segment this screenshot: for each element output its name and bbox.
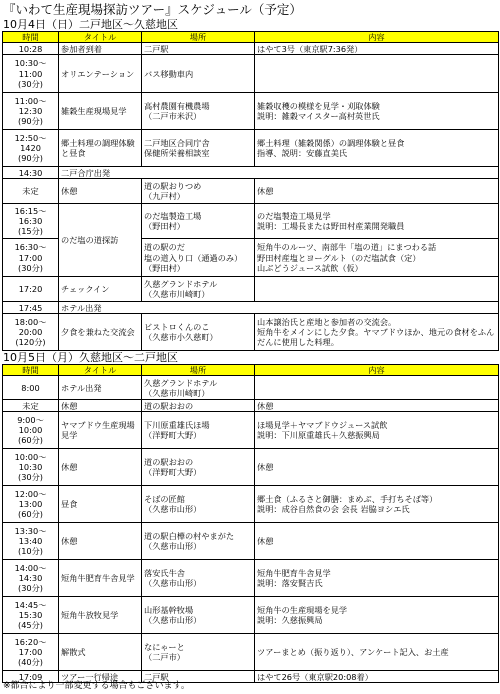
title-cell: 郷土料理の調理体験と昼食 [59, 130, 142, 167]
table-row [3, 376, 499, 400]
place-cell: 道の駅のだ 塩の道入り口（通過のみ） （野田村） [142, 239, 255, 277]
time-cell: 13:30～ 13:40 (10分) [3, 523, 59, 560]
title-cell: 休憩 [59, 400, 142, 412]
title-cell: ヤマブドウ生産現場見学 [59, 412, 142, 449]
title-cell: 休憩 [59, 523, 142, 560]
place-cell: 山形基幹牧場 （久慈市山形） [142, 597, 255, 634]
place-cell: 道の駅おおの （洋野町大野） [142, 449, 255, 486]
time-cell: 9:00～ 10:00 (60分) [3, 412, 59, 449]
content-cell: 短角牛のルーツ、南部牛「塩の道」にまつわる話 野田村産塩とヨーグルト（のだ塩試食（定） 山ぶどうジュース試飲（仮） [255, 239, 499, 277]
title-cell: 雑穀生産現場見学 [59, 93, 142, 130]
title-cell: のだ塩の道探訪 [59, 204, 142, 277]
time-cell: 17:20 [3, 277, 59, 302]
time-cell: 未定 [3, 179, 59, 204]
place-cell: ビストロくんのこ （久慈市小久慈町） [142, 314, 255, 351]
table-row [3, 449, 499, 486]
table-row [3, 179, 499, 204]
title-cell: ホテル出発 [59, 376, 142, 400]
place-cell: 二戸地区合同庁舎 保健所栄養相談室 [142, 130, 255, 167]
time-cell: 14:00～ 14:30 (30分) [3, 560, 59, 597]
place-cell: 二戸駅 [142, 43, 255, 55]
table-header-row [3, 32, 499, 43]
title-cell: チェックイン [59, 277, 142, 302]
content-cell [255, 55, 499, 93]
table-row [3, 634, 499, 671]
content-cell: 雑穀収穫の模様を見学・刈取体験 説明：雑穀マイスター高村英世氏 [255, 93, 499, 130]
place-cell: バス移動車内 [142, 55, 255, 93]
content-cell [255, 376, 499, 400]
day2-label: 10月5日（月）久慈地区～二戸地区 [3, 351, 178, 364]
title-cell: ツアー一行帰途 [59, 671, 142, 683]
title-cell: 休憩 [59, 179, 142, 204]
content-cell: はやて26号（東京駅20:08着） [255, 671, 499, 683]
day2-schedule-table [2, 364, 499, 683]
title-cell: 休憩 [59, 449, 142, 486]
time-cell: 16:20～ 17:00 (40分) [3, 634, 59, 671]
content-cell: 短角牛肥育牛舎見学 説明：落安賢吉氏 [255, 560, 499, 597]
table-row [3, 302, 499, 314]
time-cell: 12:00～ 13:00 (60分) [3, 486, 59, 523]
title-cell: 短角牛肥育牛舎見学 [59, 560, 142, 597]
table-row [3, 93, 499, 130]
title-cell: 昼食 [59, 486, 142, 523]
time-cell: 10:30～ 11:00 (30分) [3, 55, 59, 93]
time-cell: 18:00～ 20:00 (120分) [3, 314, 59, 351]
time-cell: 10:00～ 10:30 (30分) [3, 449, 59, 486]
page-title: 『いわて生産現場探訪ツアー』スケジュール（予定） [3, 2, 302, 17]
table-row [3, 55, 499, 93]
title-cell: 解散式 [59, 634, 142, 671]
title-cell: ホテル出発 [59, 302, 499, 314]
table-row [3, 167, 499, 179]
time-cell: 未定 [3, 400, 59, 412]
table-header-row [3, 365, 499, 376]
table-row [3, 400, 499, 412]
place-cell: 道の駅おおの [142, 400, 255, 412]
place-cell: 高村農園有機農場 （二戸市米沢） [142, 93, 255, 130]
header-place: 場所 [142, 32, 255, 43]
table-row [3, 314, 499, 351]
place-cell: 道の駅白樺の村やまがた （久慈市山形） [142, 523, 255, 560]
table-row [3, 204, 499, 239]
table-row [3, 277, 499, 302]
place-cell: 久慈グランドホテル （久慈市川崎町） [142, 277, 255, 302]
header-content: 内容 [255, 32, 499, 43]
table-row [3, 560, 499, 597]
table-row [3, 597, 499, 634]
content-cell: 郷土料理（雑穀関係）の調理体験と昼食 指導、説明：安藤直美氏 [255, 130, 499, 167]
table-row [3, 43, 499, 55]
day1-schedule-table [2, 31, 499, 351]
time-cell: 17:09 [3, 671, 59, 683]
header-time: 時間 [3, 365, 59, 376]
time-cell: 14:45～ 15:30 (45分) [3, 597, 59, 634]
place-cell: 道の駅おりつめ （九戸村） [142, 179, 255, 204]
header-content: 内容 [255, 365, 499, 376]
content-cell: 郷土食（ふるさと御膳：まめぶ、手打ちそば等） 説明：成谷自然食の会 会長 岩脇ヨシエ氏 [255, 486, 499, 523]
title-cell: 短角牛放牧見学 [59, 597, 142, 634]
footer-note: ※都合により一部変更する場合もございます。 [3, 681, 190, 691]
place-cell: なにゃーと （二戸市） [142, 634, 255, 671]
header-title: タイトル [59, 365, 142, 376]
content-cell: 休憩 [255, 523, 499, 560]
header-title: タイトル [59, 32, 142, 43]
header-place: 場所 [142, 365, 255, 376]
place-cell: 下川原重雄氏ほ場 （洋野町大野） [142, 412, 255, 449]
title-cell: 夕食を兼ねた交流会 [59, 314, 142, 351]
place-cell: 久慈グランドホテル （久慈市川崎町） [142, 376, 255, 400]
time-cell: 16:15～ 16:30 (15分) [3, 204, 59, 239]
content-cell: のだ塩製造工場見学 説明：工場長または野田村産業開発職員 [255, 204, 499, 239]
time-cell: 14:30 [3, 167, 59, 179]
content-cell: 短角牛の生産現場を見学 説明：久慈振興局 [255, 597, 499, 634]
place-cell: 二戸駅 [142, 671, 255, 683]
content-cell [255, 277, 499, 302]
content-cell: 休憩 [255, 179, 499, 204]
content-cell: ほ場見学＋ヤマブドウジュース試飲 説明：下川原重雄氏＋久慈振興局 [255, 412, 499, 449]
title-cell: 二戸合庁出発 [59, 167, 499, 179]
time-cell: 10:28 [3, 43, 59, 55]
time-cell: 8:00 [3, 376, 59, 400]
title-cell: 参加者到着 [59, 43, 142, 55]
content-cell: 山本譲治氏と産地と参加者の交流会。 短角牛をメインにした夕食。ヤマブドウほか、地元の食材をふんだんに使用した料理。 [255, 314, 499, 351]
table-row [3, 523, 499, 560]
content-cell: 休憩 [255, 449, 499, 486]
content-cell: ツアーまとめ（振り返り）、アンケート記入、お土産 [255, 634, 499, 671]
content-cell: 休憩 [255, 400, 499, 412]
time-cell: 17:45 [3, 302, 59, 314]
time-cell: 11:00～ 12:30 (90分) [3, 93, 59, 130]
content-cell: はやて3号（東京駅7:36発） [255, 43, 499, 55]
day1-label: 10月4日（日）二戸地区～久慈地区 [3, 18, 178, 31]
table-row [3, 412, 499, 449]
table-row [3, 486, 499, 523]
place-cell: 落安氏牛舎 （久慈市山形） [142, 560, 255, 597]
title-cell: オリエンテーション [59, 55, 142, 93]
time-cell: 16:30～ 17:00 (30分) [3, 239, 59, 277]
header-time: 時間 [3, 32, 59, 43]
table-row [3, 130, 499, 167]
place-cell: のだ塩製造工場 （野田村） [142, 204, 255, 239]
time-cell: 12:50～ 1420 (90分) [3, 130, 59, 167]
place-cell: そばの匠館 （久慈市山形） [142, 486, 255, 523]
